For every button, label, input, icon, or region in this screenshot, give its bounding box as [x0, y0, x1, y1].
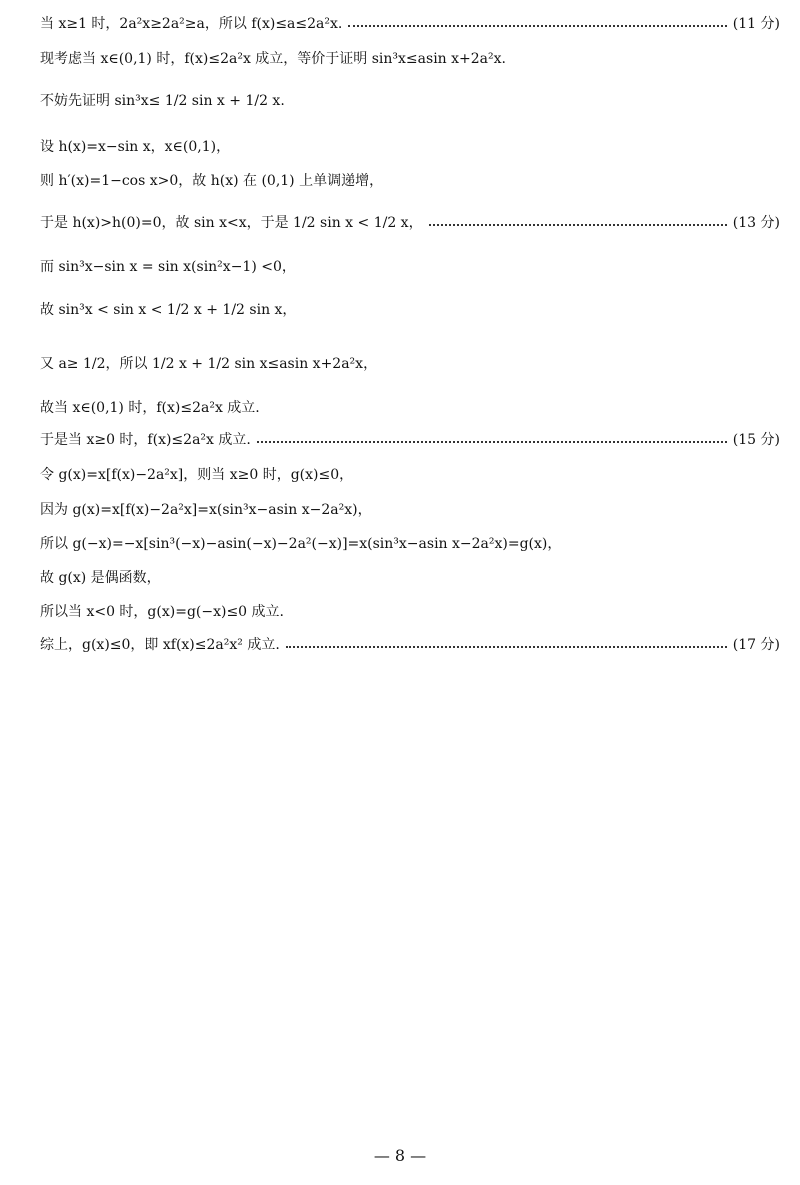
solution-line	[40, 172, 780, 190]
score-marker: (13 分)	[732, 215, 780, 231]
solution-line	[40, 92, 780, 110]
line-text: 故 g(x) 是偶函数，	[40, 570, 161, 586]
line-text: 故当 x∈(0,1) 时，f(x)≤2a²x 成立.	[40, 400, 260, 416]
solution-line	[40, 258, 780, 276]
line-text: 因为 g(x)=x[f(x)−2a²x]=x(sin³x−asin x−2a²x)，	[40, 502, 372, 518]
solution-line	[40, 138, 780, 156]
solution-line	[40, 301, 780, 319]
solution-line	[40, 50, 780, 68]
line-text: 设 h(x)=x−sin x，x∈(0,1)，	[40, 139, 231, 155]
line-text: 于是当 x≥0 时，f(x)≤2a²x 成立.	[40, 432, 251, 448]
line-text: 当 x≥1 时，2a²x≥2a²≥a，所以 f(x)≤a≤2a²x.	[40, 16, 343, 32]
line-text: 令 g(x)=x[f(x)−2a²x]，则当 x≥0 时，g(x)≤0，	[40, 467, 354, 483]
solution-line	[40, 399, 780, 417]
line-text: 而 sin³x−sin x = sin x(sin²x−1) <0，	[40, 259, 296, 275]
solution-line	[40, 431, 780, 449]
solution-line	[40, 603, 780, 621]
solution-line	[40, 15, 780, 33]
score-marker: (11 分)	[732, 16, 780, 32]
line-text: 又 a≥ 1/2，所以 1/2 x + 1/2 sin x≤asin x+2a²x，	[40, 356, 378, 372]
score-marker: (15 分)	[732, 432, 780, 448]
score-marker: (17 分)	[732, 637, 780, 653]
solution-line	[40, 501, 780, 519]
dot-leader	[429, 224, 727, 226]
solution-line	[40, 535, 780, 553]
line-text: 故 sin³x < sin x < 1/2 x + 1/2 sin x，	[40, 302, 297, 318]
line-text: 所以 g(−x)=−x[sin³(−x)−asin(−x)−2a²(−x)]=x(sin³x−asin x−2a²x)=g(x)，	[40, 536, 562, 552]
line-text: 综上，g(x)≤0，即 xf(x)≤2a²x² 成立.	[40, 637, 280, 653]
line-text: 现考虑当 x∈(0,1) 时，f(x)≤2a²x 成立，等价于证明 sin³x≤asin x+2a²x.	[40, 51, 506, 67]
dot-leader	[348, 25, 726, 27]
dot-leader	[257, 441, 727, 443]
solution-line	[40, 214, 780, 232]
line-text: 所以当 x<0 时，g(x)=g(−x)≤0 成立.	[40, 604, 284, 620]
solution-line	[40, 569, 780, 587]
dot-leader	[286, 646, 727, 648]
solution-line	[40, 636, 780, 654]
page-number: — 8 —	[373, 1146, 427, 1165]
solution-line	[40, 466, 780, 484]
line-text: 则 h′(x)=1−cos x>0，故 h(x) 在 (0,1) 上单调递增，	[40, 173, 384, 189]
line-text: 于是 h(x)>h(0)=0，故 sin x<x，于是 1/2 sin x < 1/2 x，	[40, 215, 423, 231]
line-text: 不妨先证明 sin³x≤ 1/2 sin x + 1/2 x.	[40, 93, 285, 109]
solution-line	[40, 355, 780, 373]
